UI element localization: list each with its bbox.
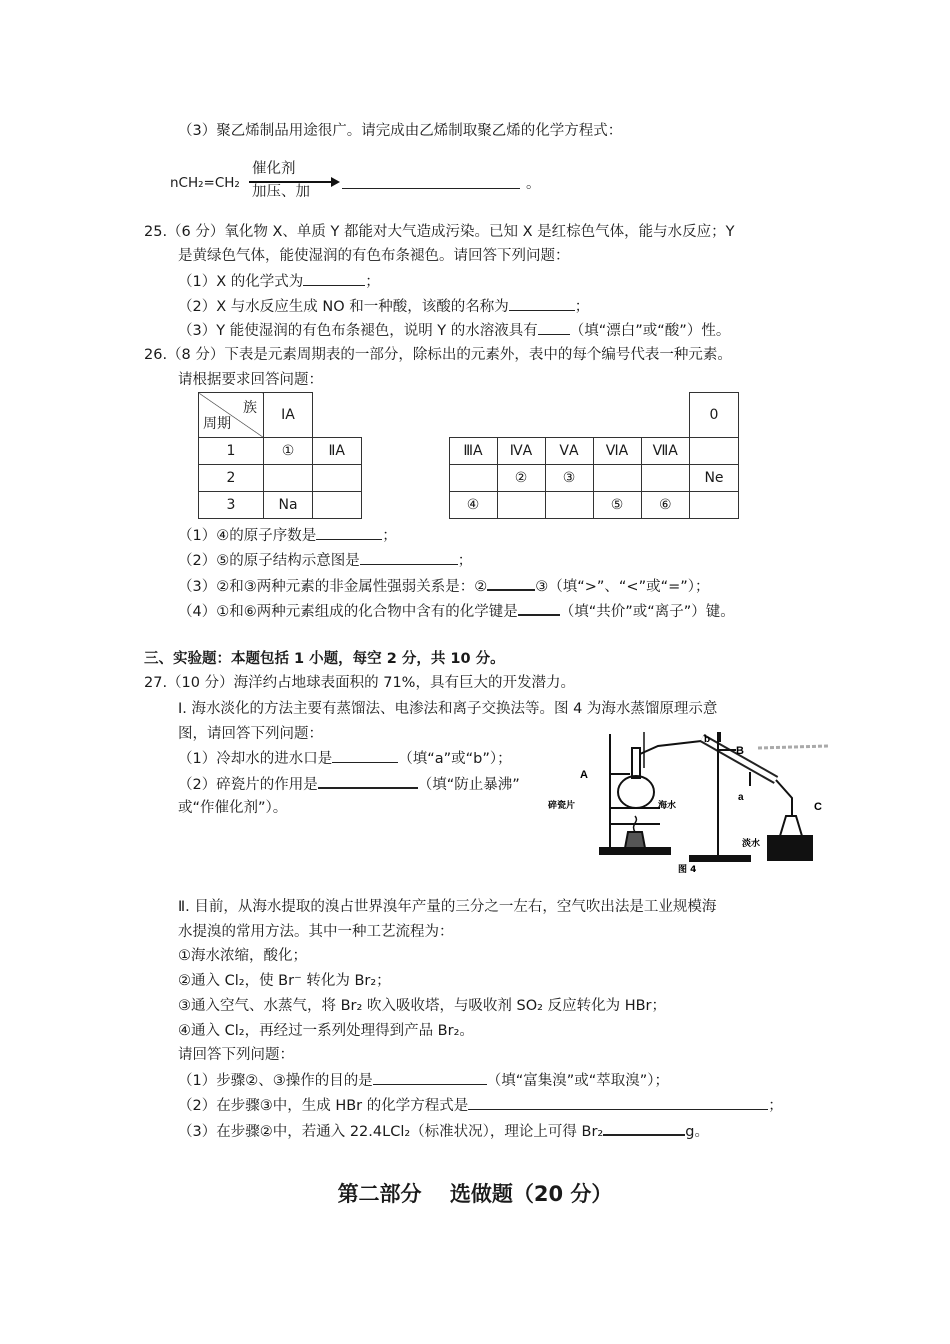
q27-II-part2-text: （2）在步骤③中，生成 HBr 的化学方程式是 <box>178 1098 469 1114</box>
answer-blank-q27-4[interactable] <box>468 1095 768 1110</box>
q25-part3 <box>178 320 730 341</box>
burner <box>625 832 645 848</box>
group-6a: ⅥA <box>593 438 641 465</box>
q27-I-part2-cont: 或“作催化剂”）。 <box>178 800 288 816</box>
q27-II-part1-end: （填“富集溴”或“萃取溴”）； <box>486 1073 670 1089</box>
answer-blank-q25-2[interactable] <box>509 296 575 311</box>
q26-part1-text: （1）④的原子序数是 <box>178 528 317 544</box>
section3-heading: 三、实验题：本题包括 1 小题，每空 2 分，共 10 分。 <box>144 651 505 667</box>
q25-part3-text: （3）Y 能使湿润的有色布条褪色，说明 Y 的水溶液具有 <box>178 323 538 339</box>
group-0: 0 <box>690 393 739 438</box>
cell-1: ① <box>264 438 313 465</box>
q27-II-part3 <box>178 1120 709 1142</box>
label-b: b <box>704 734 711 745</box>
label-C: C <box>814 801 822 813</box>
cell-na: Na <box>264 492 313 519</box>
group-5a: ⅤA <box>545 438 593 465</box>
answer-blank-q25-1[interactable] <box>303 271 365 286</box>
q26-part2 <box>178 550 472 571</box>
label-freshwater: 淡水 <box>742 839 761 849</box>
q26-part2-end: ； <box>457 553 473 569</box>
q27-step-4: ④通入 Cl₂，再经过一系列处理得到产品 Br₂。 <box>178 1023 474 1039</box>
q27-II-part3-text: （3）在步骤②中，若通入 22.4LCl₂（标准状况），理论上可得 Br₂ <box>178 1124 604 1140</box>
label-shard: 碎瓷片 <box>548 801 576 811</box>
q25-part2-end: ； <box>574 299 590 315</box>
cell-2: ② <box>497 465 545 492</box>
q26-part3-end: ③（填“>”、“<”或“=”）； <box>535 579 710 595</box>
cell-empty <box>264 465 313 492</box>
q25-part2 <box>178 296 589 317</box>
q27-I-part2-text: （2）碎瓷片的作用是 <box>178 777 318 793</box>
arrow-head <box>331 177 340 187</box>
period-mark: 。 <box>526 176 541 192</box>
empty-cell <box>641 393 690 438</box>
q25-part1-end: ； <box>365 274 380 290</box>
group-1a: ⅠA <box>264 393 313 438</box>
label-B: B <box>736 745 744 757</box>
q27-II-intro-1: Ⅱ. 目前，从海水提取的溴占世界溴年产量的三分之一左右，空气吹出法是工业规模海 <box>178 899 717 915</box>
answer-blank-q26-1[interactable] <box>316 525 382 540</box>
reactant-formula: nCH₂=CH₂ <box>170 175 240 191</box>
q27-II-part3-end: g。 <box>685 1124 709 1140</box>
empty-cell <box>593 393 641 438</box>
cell-ne: Ne <box>690 465 739 492</box>
q25-stem-2: 是黄绿色气体，能使湿润的有色布条褪色。请回答下列问题： <box>178 248 570 264</box>
answer-blank-q27-3[interactable] <box>373 1070 487 1085</box>
flask <box>618 776 654 808</box>
corner-group-label: 族 <box>243 400 257 416</box>
period-2: 2 <box>199 465 264 492</box>
q27-I-part2-end: （填“防止暴沸” <box>417 777 520 793</box>
group-7a: ⅦA <box>641 438 690 465</box>
q26-part1 <box>178 525 397 546</box>
empty-cell <box>361 438 449 465</box>
q26-stem-2: 请根据要求回答问题： <box>178 372 323 388</box>
cell-empty <box>545 492 593 519</box>
q26-part1-end: ； <box>382 528 397 544</box>
cell-empty <box>690 438 739 465</box>
cell-5: ⑤ <box>593 492 641 519</box>
label-seawater: 海水 <box>658 801 677 811</box>
answer-blank-q27-2[interactable] <box>318 773 418 789</box>
answer-blank-q27-1[interactable] <box>332 748 398 763</box>
q26-part4-end: （填“共价”或“离子”）键。 <box>559 604 735 620</box>
q27-II-part1-text: （1）步骤②、③操作的目的是 <box>178 1073 373 1089</box>
q25-part1-text: （1）X 的化学式为 <box>178 274 304 290</box>
cell-4: ④ <box>449 492 497 519</box>
condition-bottom: 加压、加 <box>252 184 310 200</box>
q27-II-part2-end: ； <box>768 1098 783 1114</box>
q24-part3: （3）聚乙烯制品用途很广。请完成由乙烯制取聚乙烯的化学方程式： <box>178 123 623 139</box>
answer-blank-q27-5[interactable] <box>603 1120 685 1136</box>
q27-II-part2 <box>178 1095 783 1116</box>
cell-empty <box>641 465 690 492</box>
empty-cell <box>361 393 449 438</box>
group-4a: ⅣA <box>497 438 545 465</box>
label-A: A <box>580 769 588 781</box>
empty-cell <box>361 465 449 492</box>
q25-part1 <box>178 271 380 292</box>
empty-cell <box>545 393 593 438</box>
q27-II-ask: 请回答下列问题： <box>178 1047 294 1063</box>
figure-caption: 图 4 <box>678 865 697 875</box>
q27-I-intro-2: 图，请回答下列问题： <box>178 726 323 742</box>
answer-blank-q26-3[interactable] <box>487 575 535 591</box>
q27-I-part2 <box>178 773 520 795</box>
q26-part4-text: （4）①和⑥两种元素组成的化合物中含有的化学键是 <box>178 604 518 620</box>
q27-step-2: ②通入 Cl₂，使 Br⁻ 转化为 Br₂； <box>178 973 391 989</box>
q27-II-part1 <box>178 1070 669 1091</box>
q26-part3 <box>178 575 710 597</box>
q25-stem-1: 25.（6 分）氧化物 X、单质 Y 都能对大气造成污染。已知 X 是红棕色气体，能与水反应；Y <box>144 224 735 240</box>
cell-empty <box>313 465 362 492</box>
period-1: 1 <box>199 438 264 465</box>
cell-empty <box>449 465 497 492</box>
empty-cell <box>361 492 449 519</box>
cell-empty <box>497 492 545 519</box>
q27-I-part1 <box>178 748 512 769</box>
empty-cell <box>497 393 545 438</box>
q26-stem-1: 26.（8 分）下表是元素周期表的一部分，除标出的元素外，表中的每个编号代表一种元素。 <box>144 347 732 363</box>
condition-top: 催化剂 <box>252 161 296 177</box>
corner-period-label: 周期 <box>203 416 231 432</box>
group-3a: ⅢA <box>449 438 497 465</box>
period-3: 3 <box>199 492 264 519</box>
receiver-stand <box>768 836 812 860</box>
label-a: a <box>738 792 744 803</box>
q27-I-part1-text: （1）冷却水的进水口是 <box>178 751 333 767</box>
cell-empty <box>313 492 362 519</box>
q27-I-intro-1: Ⅰ. 海水淡化的方法主要有蒸馏法、电渗法和离子交换法等。图 4 为海水蒸馏原理示意 <box>178 701 718 717</box>
answer-blank-q24[interactable] <box>342 188 520 189</box>
empty-cell <box>313 393 362 438</box>
answer-blank-q26-4[interactable] <box>518 600 560 616</box>
q26-part2-text: （2）⑤的原子结构示意图是 <box>178 553 360 569</box>
part2-title: 第二部分 选做题（20 分） <box>337 1182 613 1206</box>
cell-empty <box>690 492 739 519</box>
cell-empty <box>593 465 641 492</box>
q26-part4 <box>178 600 735 622</box>
q27-step-3: ③通入空气、水蒸气，将 Br₂ 吹入吸收塔，与吸收剂 SO₂ 反应转化为 HBr； <box>178 998 667 1014</box>
table-corner <box>199 393 264 438</box>
q26-part3-text: （3）②和③两种元素的非金属性强弱关系是：② <box>178 579 488 595</box>
cell-3: ③ <box>545 465 593 492</box>
distillation-apparatus-figure <box>548 728 832 875</box>
q25-part3-end: （填“漂白”或“酸”）性。 <box>569 323 731 339</box>
q27-stem: 27.（10 分）海洋约占地球表面积的 71%，具有巨大的开发潜力。 <box>144 675 575 691</box>
answer-blank-q25-3[interactable] <box>538 320 570 335</box>
q27-step-1: ①海水浓缩，酸化； <box>178 948 307 964</box>
periodic-table <box>198 392 739 519</box>
flask-neck <box>632 748 640 778</box>
group-2a: ⅡA <box>313 438 362 465</box>
cell-6: ⑥ <box>641 492 690 519</box>
empty-cell <box>449 393 497 438</box>
answer-blank-q26-2[interactable] <box>360 550 458 565</box>
q27-I-part1-end: （填“a”或“b”）； <box>398 751 512 767</box>
q27-II-intro-2: 水提溴的常用方法。其中一种工艺流程为： <box>178 924 454 940</box>
q25-part2-text: （2）X 与水反应生成 NO 和一种酸，该酸的名称为 <box>178 299 509 315</box>
